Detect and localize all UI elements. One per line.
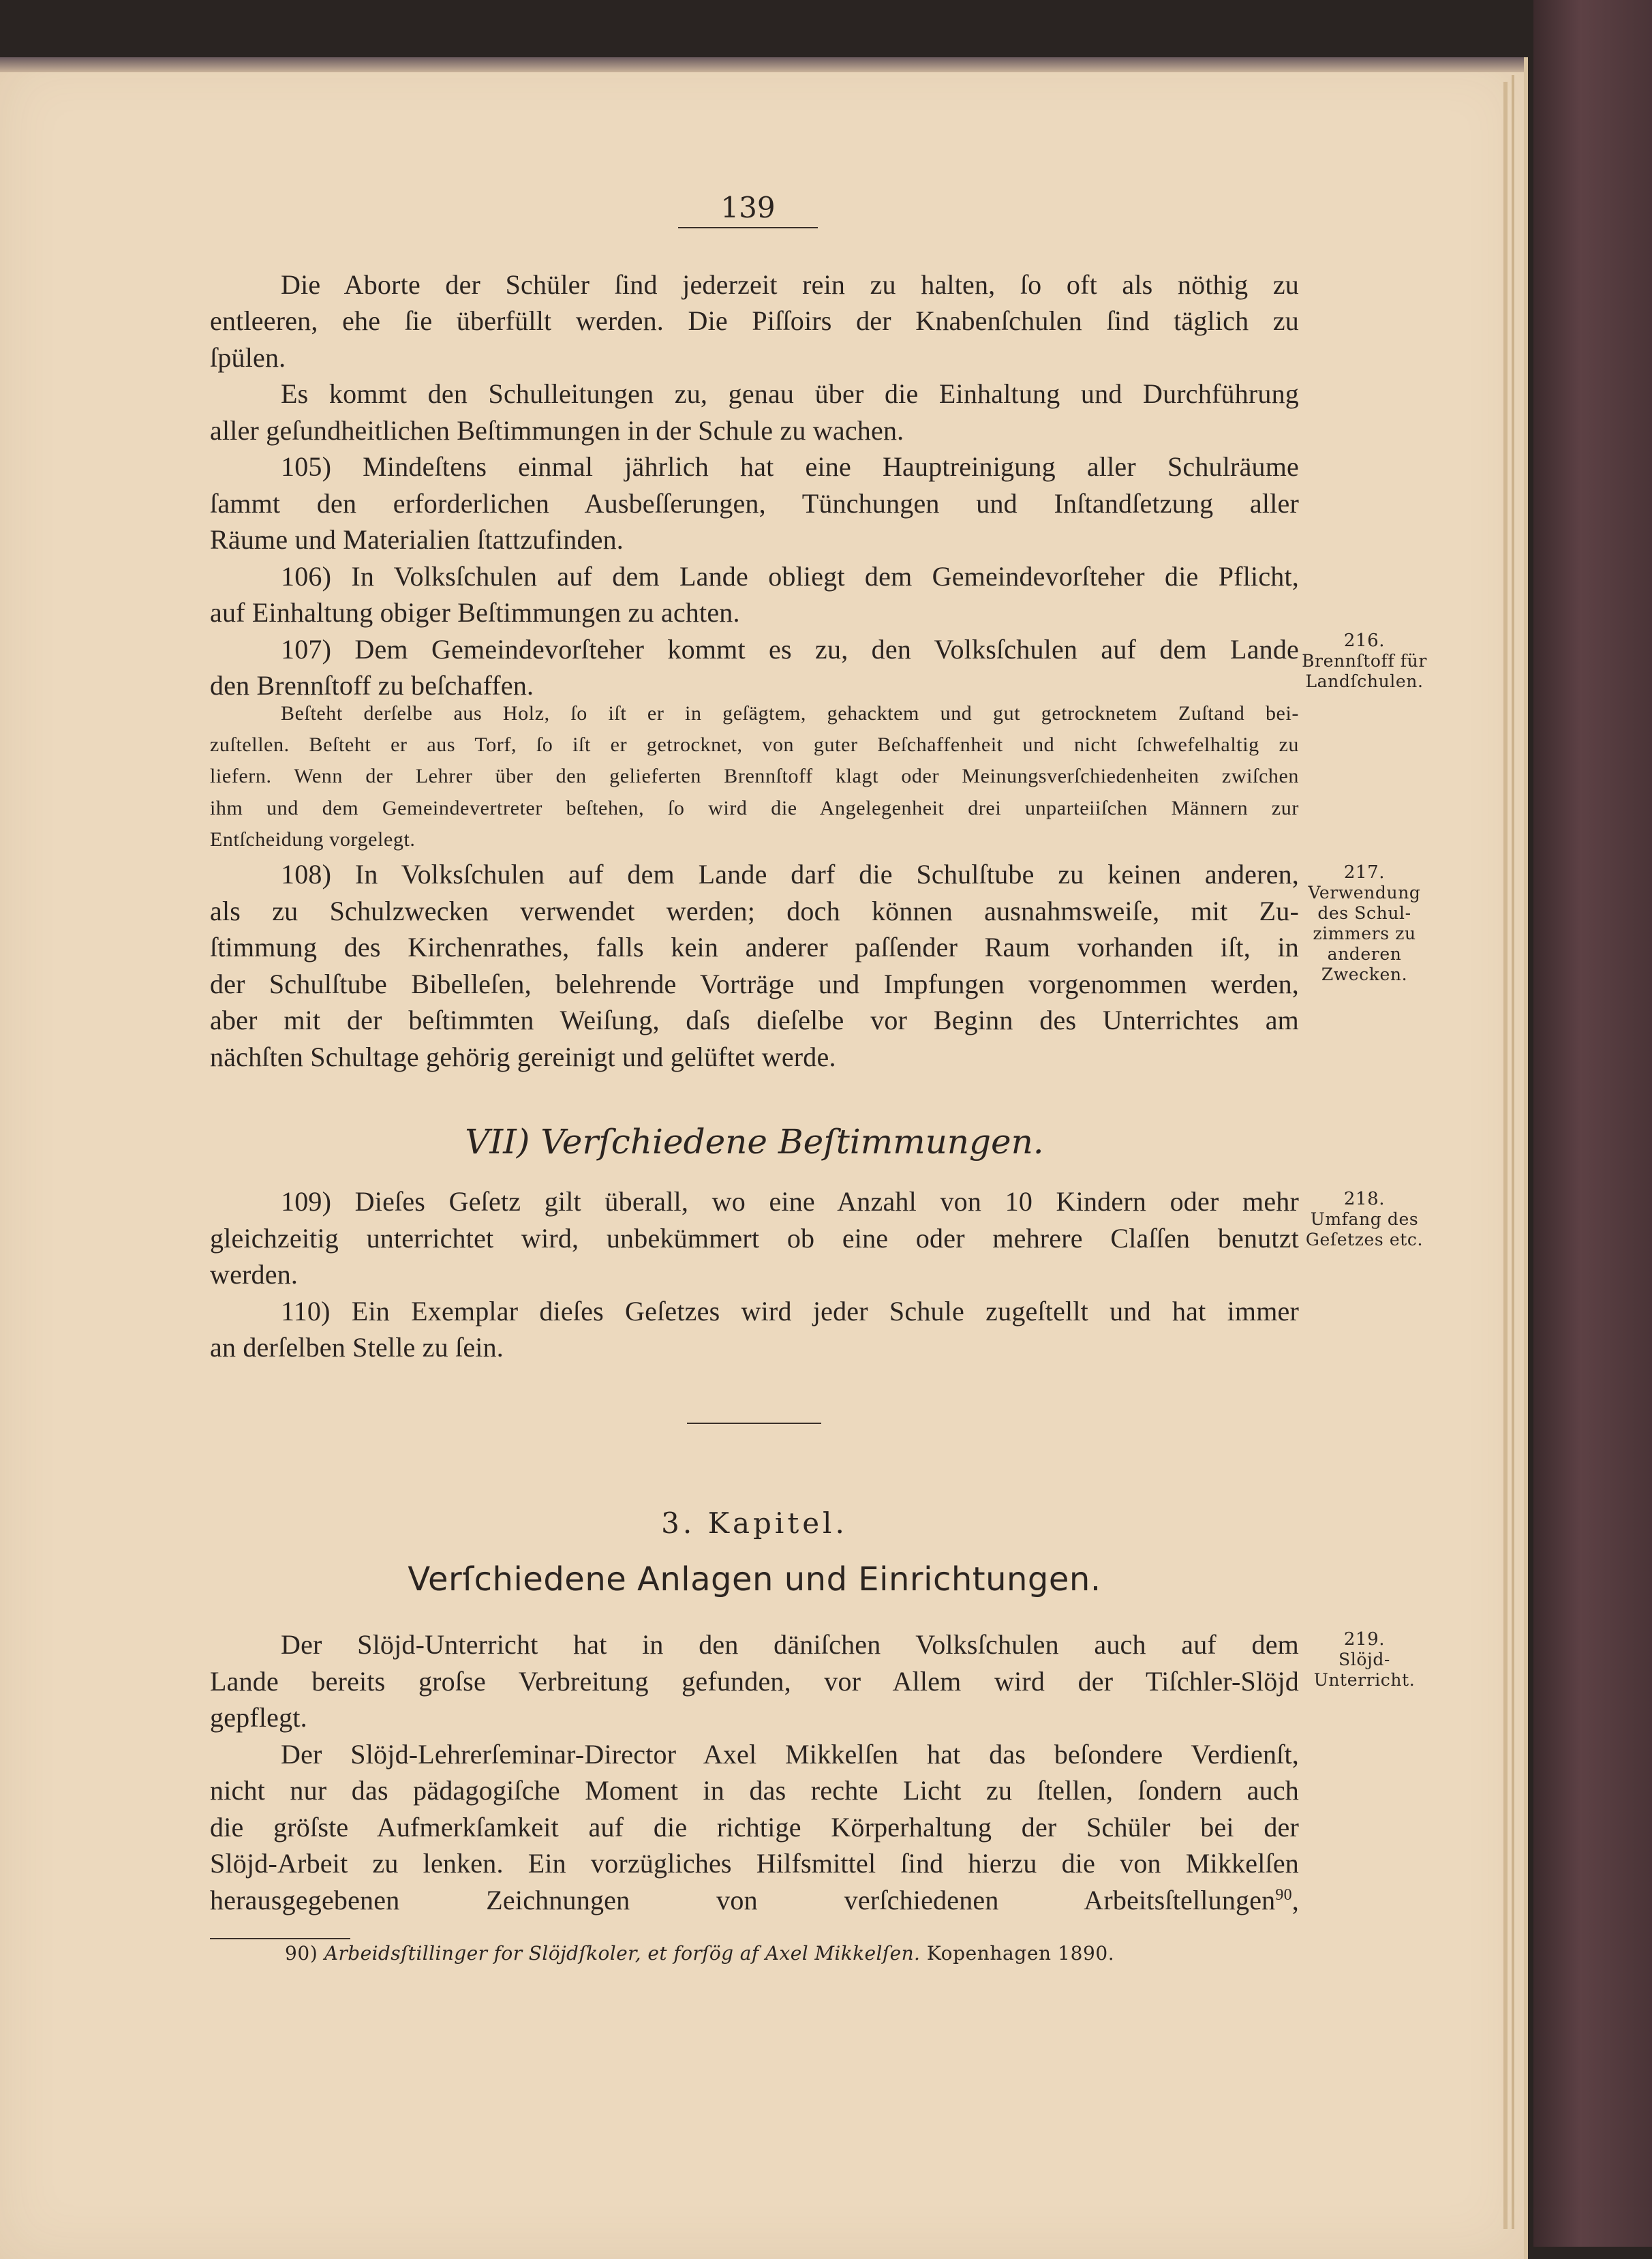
text-line: 105) Mindeſtens einmal jährlich hat eine Hauptreinigung aller Schulräume [281,451,1299,482]
note-line: Entſcheidung vorgelegt. [210,828,416,851]
margin-note-number: 218. [1343,1189,1386,1209]
margin-note-line: Slöjd- [1339,1650,1390,1669]
text-line: aller geſundheitlichen Beſtimmungen in der Schule zu wachen. [210,415,904,446]
text-line: ſtimmung des Kirchenrathes, falls kein anderer paſſender Raum vorhanden iſt, in [210,932,1299,962]
text-line: gepflegt. [210,1702,307,1733]
text-line: 108) In Volksſchulen auf dem Lande darf die Schulſtube zu keinen anderen, [281,859,1299,890]
page-stack-edge [1512,75,1514,2229]
text-line: auf Einhaltung obiger Beſtimmungen zu achten. [210,597,740,628]
footnote-marker: 90) [285,1942,318,1965]
text-line: aber mit der beſtimmten Weiſung, daſs dieſelbe vor Beginn des Unterrichtes am [210,1005,1299,1035]
text-line: nächſten Schultage gehörig gereinigt und gelüftet werde. [210,1042,836,1072]
margin-note-218 [1283,1189,1446,1250]
text-line: die gröſste Aufmerkſamkeit auf die richtige Körperhaltung der Schüler bei der [210,1812,1299,1843]
margin-note-line: Verwendung [1308,883,1421,903]
margin-note-number: 219. [1343,1629,1386,1650]
footnote-title: Arbeidsſtillinger for Slöjdſkoler, et forſög af Axel Mikkelſen. [324,1942,921,1965]
book-cover-edge [1533,0,1652,2247]
margin-note-line: Landſchulen. [1305,671,1424,691]
page-number-rule [678,227,818,228]
margin-note-line: Zwecken. [1321,965,1408,984]
text-line: 109) Dieſes Geſetz gilt überall, wo eine Anzahl von 10 Kindern oder mehr [281,1186,1299,1217]
text-line: 110) Ein Exemplar dieſes Geſetzes wird jeder Schule zugeſtellt und hat immer [281,1296,1299,1326]
text-line: den Brennſtoff zu beſchaffen. [210,670,534,701]
chapter-title: Verſchiedene Anlagen und Einrichtungen. [408,1560,1101,1598]
margin-note-217 [1283,862,1446,985]
margin-note-line: anderen [1327,944,1402,964]
text-line: entleeren, ehe ſie überfüllt werden. Die Piſſoirs der Knabenſchulen ſind täglich zu [210,305,1299,336]
text-line: Der Slöjd-Lehrerſeminar-Director Axel Mikkelſen hat das beſondere Verdienſt, [281,1739,1299,1770]
text-line: Lande bereits groſse Verbreitung gefunden, vor Allem wird der Tiſchler-Slöjd [210,1666,1299,1697]
text-line: ſpülen. [210,342,286,373]
text-segment: , [1291,1885,1299,1916]
text-line: ſammt den erforderlichen Ausbeſſerungen, Tünchungen und Inſtandſetzung aller [210,488,1299,519]
margin-note-line: Geſetzes etc. [1305,1230,1424,1249]
margin-note-number: 217. [1343,862,1386,883]
margin-note-216 [1283,631,1446,692]
text-line: Der Slöjd-Unterricht hat in den däniſchen Volksſchulen auch auf dem [281,1629,1299,1660]
text-line: gleichzeitig unterrichtet wird, unbekümmert ob eine oder mehrere Claſſen benutzt [210,1223,1299,1254]
text-line: 107) Dem Gemeindevorſteher kommt es zu, den Volksſchulen auf dem Lande [281,634,1299,665]
text-line: Räume und Materialien ſtattzufinden. [210,524,624,555]
text-line: der Schulſtube Bibelleſen, belehrende Vorträge und Impfungen vorgenommen werden, [210,969,1299,999]
page-stack-edge [1503,82,1508,2229]
margin-note-number: 216. [1343,631,1386,651]
footnote-imprint: Kopenhagen 1890. [926,1942,1115,1965]
section-divider [687,1423,821,1424]
margin-note-line: Umfang des [1310,1209,1419,1229]
footnote-reference[interactable] [1275,1887,1299,1914]
text-line: werden. [210,1259,299,1290]
footnote-ref-number: 90 [1275,1886,1292,1904]
text-line: Die Aborte der Schüler ſind jederzeit rein zu halten, ſo oft als nöthig zu [281,269,1299,300]
margin-note-line: des Schul- [1317,903,1411,923]
section-heading: VII) Verſchiedene Beſtimmungen. [465,1122,1044,1162]
text-line: 106) In Volksſchulen auf dem Lande obliegt dem Gemeindevorſteher die Pflicht, [281,561,1299,592]
margin-note-line: Unterricht. [1313,1670,1416,1690]
text-line: nicht nur das pädagogiſche Moment in das rechte Licht zu ſtellen, ſondern auch [210,1775,1299,1806]
page-top-edge [0,57,1524,72]
note-line: Beſteht derſelbe aus Holz, ſo iſt er in geſägtem, gehacktem und gut getrocknetem Zuſtand bei- [281,702,1299,725]
margin-note-219 [1283,1629,1446,1691]
text-line [210,1887,1299,1914]
footnote [285,1944,1114,1963]
text-segment: herausgegebenen Zeichnungen von verſchiedenen Arbeitsſtellungen [210,1885,1276,1915]
page-number: 139 [720,191,776,224]
text-line: an derſelben Stelle zu ſein. [210,1332,504,1363]
chapter-number: 3. Kapitel. [661,1506,848,1540]
text-line: als zu Schulzwecken verwendet werden; doch können ausnahmsweiſe, mit Zu- [210,896,1299,926]
margin-note-line: zimmers zu [1313,924,1416,943]
footnote-rule [210,1938,350,1939]
text-line: Slöjd-Arbeit zu lenken. Ein vorzügliches Hilfsmittel ſind hierzu die von Mikkelſen [210,1848,1299,1879]
note-line: zuſtellen. Beſteht er aus Torf, ſo iſt er getrocknet, von guter Beſchaffenheit und nicht ſchwefelhaltig zu [210,733,1299,756]
text-line: Es kommt den Schulleitungen zu, genau über die Einhaltung und Durchführung [281,378,1299,409]
margin-note-line: Brennſtoff für [1302,651,1427,671]
note-line: ihm und dem Gemeindevertreter beſtehen, ſo wird die Angelegenheit drei unparteiiſchen Männern zur [210,797,1299,819]
note-line: liefern. Wenn der Lehrer über den gelieferten Brennſtoff klagt oder Meinungsverſchiedenheiten zwiſchen [210,765,1299,787]
